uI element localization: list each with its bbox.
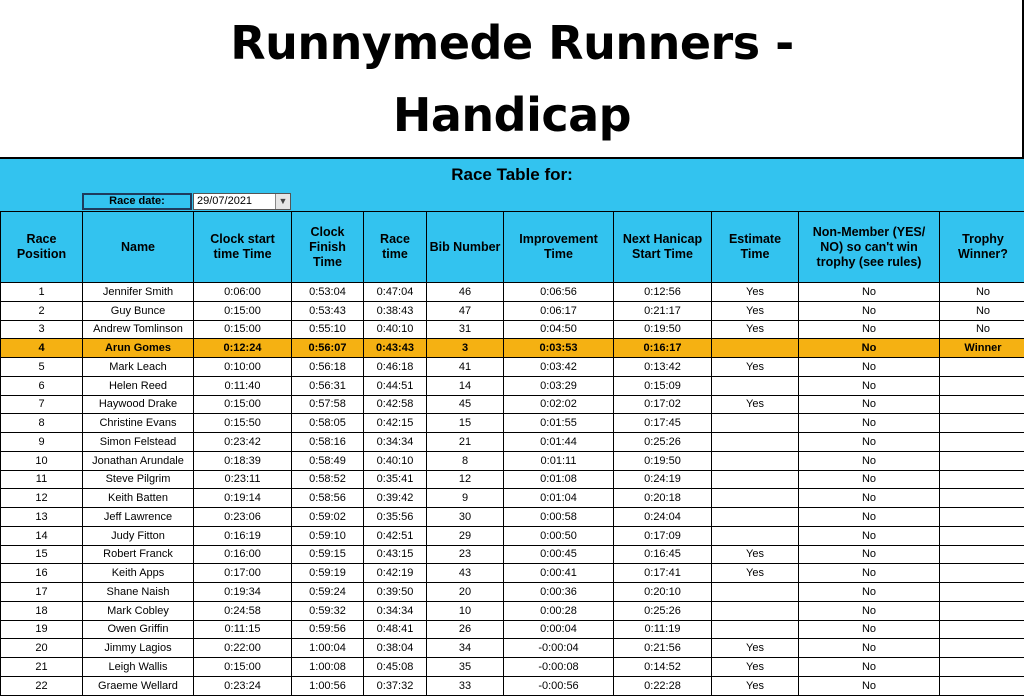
cell-runner-name[interactable]: Shane Naish [83,583,194,602]
cell-bib-number[interactable]: 3 [427,339,504,358]
cell-next-start[interactable]: 0:25:26 [614,433,712,452]
table-row [1,301,1024,320]
title-area [0,0,1024,157]
cell-runner-name[interactable]: Christine Evans [83,414,194,433]
cell-bib-number[interactable]: 47 [427,301,504,320]
cell-race-position[interactable]: 18 [1,601,83,620]
cell-bib-number[interactable]: 46 [427,283,504,302]
cell-race-position[interactable]: 12 [1,489,83,508]
cell-estimate[interactable] [712,489,799,508]
cell-next-start[interactable]: 0:13:42 [614,358,712,377]
cell-race-time[interactable]: 0:40:10 [364,320,427,339]
cell-clock-start[interactable]: 0:23:42 [194,433,292,452]
cell-race-time[interactable]: 0:43:43 [364,339,427,358]
cell-non-member[interactable]: No [799,433,940,452]
cell-bib-number[interactable]: 12 [427,470,504,489]
cell-next-start[interactable]: 0:15:09 [614,376,712,395]
table-row [1,395,1024,414]
cell-clock-finish[interactable]: 0:59:10 [292,526,364,545]
cell-runner-name[interactable]: Mark Leach [83,358,194,377]
cell-clock-finish[interactable]: 0:59:56 [292,620,364,639]
cell-improvement[interactable]: 0:00:28 [504,601,614,620]
col-header-bib-number: Bib Number [427,212,504,283]
cell-race-time[interactable]: 0:42:15 [364,414,427,433]
cell-runner-name[interactable]: Keith Apps [83,564,194,583]
cell-non-member[interactable]: No [799,301,940,320]
cell-improvement[interactable]: 0:03:42 [504,358,614,377]
cell-clock-finish[interactable]: 0:56:31 [292,376,364,395]
cell-race-time[interactable]: 0:38:43 [364,301,427,320]
table-row [1,433,1024,452]
cell-non-member[interactable]: No [799,414,940,433]
cell-clock-finish[interactable]: 1:00:04 [292,639,364,658]
cell-improvement[interactable]: 0:00:58 [504,508,614,527]
cell-bib-number[interactable]: 45 [427,395,504,414]
cell-estimate[interactable]: Yes [712,658,799,677]
cell-next-start[interactable]: 0:14:52 [614,658,712,677]
cell-clock-start[interactable]: 0:15:00 [194,395,292,414]
cell-next-start[interactable]: 0:12:56 [614,283,712,302]
cell-clock-finish[interactable]: 0:53:04 [292,283,364,302]
table-row [1,508,1024,527]
results-body [1,283,1024,696]
cell-race-position[interactable]: 10 [1,451,83,470]
cell-race-time[interactable]: 0:38:04 [364,639,427,658]
page-title-line-2: Handicap [0,88,1024,142]
cell-non-member[interactable]: No [799,489,940,508]
cell-race-time[interactable]: 0:44:51 [364,376,427,395]
cell-clock-start[interactable]: 0:18:39 [194,451,292,470]
cell-race-time[interactable]: 0:34:34 [364,433,427,452]
cell-trophy-winner[interactable] [940,508,1024,527]
cell-trophy-winner[interactable]: No [940,283,1024,302]
cell-runner-name[interactable]: Judy Fitton [83,526,194,545]
cell-next-start[interactable]: 0:17:45 [614,414,712,433]
cell-trophy-winner[interactable] [940,545,1024,564]
cell-race-position[interactable]: 16 [1,564,83,583]
cell-next-start[interactable]: 0:24:19 [614,470,712,489]
table-row [1,545,1024,564]
table-row [1,564,1024,583]
cell-improvement[interactable]: 0:03:53 [504,339,614,358]
cell-race-time[interactable]: 0:42:58 [364,395,427,414]
cell-race-position[interactable]: 3 [1,320,83,339]
cell-bib-number[interactable]: 34 [427,639,504,658]
cell-race-position[interactable]: 13 [1,508,83,527]
race-date-select[interactable] [193,193,291,210]
cell-improvement[interactable]: -0:00:04 [504,639,614,658]
cell-improvement[interactable]: 0:01:08 [504,470,614,489]
cell-estimate[interactable] [712,601,799,620]
col-header-clock-finish: Clock Finish Time [292,212,364,283]
cell-runner-name[interactable]: Andrew Tomlinson [83,320,194,339]
cell-trophy-winner[interactable] [940,451,1024,470]
cell-estimate[interactable]: Yes [712,545,799,564]
cell-clock-finish[interactable]: 0:59:19 [292,564,364,583]
cell-non-member[interactable]: No [799,283,940,302]
cell-race-position[interactable]: 5 [1,358,83,377]
cell-next-start[interactable]: 0:19:50 [614,320,712,339]
cell-improvement[interactable]: 0:03:29 [504,376,614,395]
cell-trophy-winner[interactable] [940,583,1024,602]
cell-race-position[interactable]: 20 [1,639,83,658]
cell-improvement[interactable]: -0:00:08 [504,658,614,677]
cell-trophy-winner[interactable]: No [940,301,1024,320]
cell-improvement[interactable]: 0:00:36 [504,583,614,602]
cell-non-member[interactable]: No [799,601,940,620]
cell-improvement[interactable]: 0:01:11 [504,451,614,470]
cell-race-position[interactable]: 9 [1,433,83,452]
cell-race-time[interactable]: 0:45:08 [364,658,427,677]
cell-clock-start[interactable]: 0:22:00 [194,639,292,658]
cell-runner-name[interactable]: Mark Cobley [83,601,194,620]
cell-trophy-winner[interactable] [940,658,1024,677]
cell-trophy-winner[interactable] [940,639,1024,658]
table-row [1,620,1024,639]
cell-bib-number[interactable]: 23 [427,545,504,564]
cell-race-position[interactable]: 22 [1,676,83,695]
cell-race-position[interactable]: 21 [1,658,83,677]
cell-race-position[interactable]: 7 [1,395,83,414]
cell-trophy-winner[interactable] [940,358,1024,377]
cell-clock-finish[interactable]: 0:58:56 [292,489,364,508]
cell-estimate[interactable] [712,620,799,639]
cell-trophy-winner[interactable] [940,564,1024,583]
cell-estimate[interactable]: Yes [712,676,799,695]
table-row [1,601,1024,620]
cell-bib-number[interactable]: 30 [427,508,504,527]
cell-runner-name[interactable]: Jennifer Smith [83,283,194,302]
cell-bib-number[interactable]: 15 [427,414,504,433]
cell-clock-start[interactable]: 0:12:24 [194,339,292,358]
cell-runner-name[interactable]: Arun Gomes [83,339,194,358]
cell-clock-finish[interactable]: 0:59:32 [292,601,364,620]
cell-estimate[interactable] [712,339,799,358]
col-header-race-position: Race Position [1,212,83,283]
cell-clock-finish[interactable]: 0:58:49 [292,451,364,470]
cell-race-time[interactable]: 0:40:10 [364,451,427,470]
cell-next-start[interactable]: 0:11:19 [614,620,712,639]
results-table [0,211,1024,696]
cell-clock-finish[interactable]: 1:00:08 [292,658,364,677]
cell-clock-finish[interactable]: 0:59:02 [292,508,364,527]
cell-improvement[interactable]: 0:00:45 [504,545,614,564]
cell-estimate[interactable]: Yes [712,358,799,377]
cell-non-member[interactable]: No [799,564,940,583]
cell-estimate[interactable]: Yes [712,283,799,302]
cell-next-start[interactable]: 0:17:02 [614,395,712,414]
cell-clock-start[interactable]: 0:16:19 [194,526,292,545]
cell-runner-name[interactable]: Steve Pilgrim [83,470,194,489]
cell-next-start[interactable]: 0:16:45 [614,545,712,564]
cell-clock-start[interactable]: 0:16:00 [194,545,292,564]
cell-non-member[interactable]: No [799,639,940,658]
cell-runner-name[interactable]: Robert Franck [83,545,194,564]
cell-clock-start[interactable]: 0:15:50 [194,414,292,433]
cell-estimate[interactable] [712,451,799,470]
cell-improvement[interactable]: 0:02:02 [504,395,614,414]
cell-bib-number[interactable]: 14 [427,376,504,395]
cell-estimate[interactable]: Yes [712,639,799,658]
cell-clock-start[interactable]: 0:23:24 [194,676,292,695]
cell-bib-number[interactable]: 33 [427,676,504,695]
cell-improvement[interactable]: 0:04:50 [504,320,614,339]
cell-estimate[interactable] [712,376,799,395]
cell-estimate[interactable] [712,470,799,489]
cell-bib-number[interactable]: 41 [427,358,504,377]
cell-next-start[interactable]: 0:17:09 [614,526,712,545]
cell-non-member[interactable]: No [799,658,940,677]
cell-non-member[interactable]: No [799,470,940,489]
cell-race-position[interactable]: 15 [1,545,83,564]
cell-non-member[interactable]: No [799,451,940,470]
cell-next-start[interactable]: 0:20:18 [614,489,712,508]
cell-bib-number[interactable]: 35 [427,658,504,677]
cell-clock-finish[interactable]: 0:55:10 [292,320,364,339]
cell-non-member[interactable]: No [799,320,940,339]
cell-estimate[interactable] [712,526,799,545]
col-header-trophy-winner: Trophy Winner? [940,212,1024,283]
cell-runner-name[interactable]: Jeff Lawrence [83,508,194,527]
cell-non-member[interactable]: No [799,620,940,639]
cell-bib-number[interactable]: 31 [427,320,504,339]
cell-clock-finish[interactable]: 0:58:52 [292,470,364,489]
cell-race-time[interactable]: 0:42:19 [364,564,427,583]
cell-non-member[interactable]: No [799,358,940,377]
table-row [1,414,1024,433]
cell-non-member[interactable]: No [799,339,940,358]
cell-estimate[interactable] [712,414,799,433]
table-row [1,358,1024,377]
cell-bib-number[interactable]: 8 [427,451,504,470]
cell-bib-number[interactable]: 21 [427,433,504,452]
cell-runner-name[interactable]: Helen Reed [83,376,194,395]
cell-race-time[interactable]: 0:39:42 [364,489,427,508]
cell-next-start[interactable]: 0:22:28 [614,676,712,695]
table-row [1,676,1024,695]
cell-improvement[interactable]: 0:01:44 [504,433,614,452]
race-date-label: Race date: [82,193,192,210]
cell-clock-finish[interactable]: 0:56:07 [292,339,364,358]
table-row [1,320,1024,339]
cell-race-position[interactable]: 6 [1,376,83,395]
cell-runner-name[interactable]: Jimmy Lagios [83,639,194,658]
cell-runner-name[interactable]: Keith Batten [83,489,194,508]
cell-clock-start[interactable]: 0:23:06 [194,508,292,527]
cell-race-time[interactable]: 0:48:41 [364,620,427,639]
cell-runner-name[interactable]: Guy Bunce [83,301,194,320]
cell-runner-name[interactable]: Leigh Wallis [83,658,194,677]
cell-non-member[interactable]: No [799,395,940,414]
cell-clock-finish[interactable]: 1:00:56 [292,676,364,695]
col-header-clock-start: Clock start time Time [194,212,292,283]
cell-clock-start[interactable]: 0:23:11 [194,470,292,489]
cell-clock-start[interactable]: 0:17:00 [194,564,292,583]
cell-race-position[interactable]: 1 [1,283,83,302]
cell-estimate[interactable]: Yes [712,395,799,414]
cell-clock-finish[interactable]: 0:57:58 [292,395,364,414]
cell-trophy-winner[interactable] [940,620,1024,639]
cell-next-start[interactable]: 0:20:10 [614,583,712,602]
col-header-estimate: Estimate Time [712,212,799,283]
cell-race-position[interactable]: 4 [1,339,83,358]
cell-clock-finish[interactable]: 0:58:16 [292,433,364,452]
cell-race-time[interactable]: 0:35:56 [364,508,427,527]
cell-bib-number[interactable]: 43 [427,564,504,583]
cell-trophy-winner[interactable]: No [940,320,1024,339]
cell-runner-name[interactable]: Jonathan Arundale [83,451,194,470]
cell-bib-number[interactable]: 10 [427,601,504,620]
cell-runner-name[interactable]: Haywood Drake [83,395,194,414]
cell-non-member[interactable]: No [799,545,940,564]
cell-clock-start[interactable]: 0:10:00 [194,358,292,377]
table-row [1,583,1024,602]
cell-runner-name[interactable]: Simon Felstead [83,433,194,452]
cell-improvement[interactable]: 0:06:17 [504,301,614,320]
table-row [1,526,1024,545]
cell-trophy-winner[interactable] [940,470,1024,489]
cell-bib-number[interactable]: 9 [427,489,504,508]
cell-runner-name[interactable]: Owen Griffin [83,620,194,639]
cell-clock-start[interactable]: 0:11:15 [194,620,292,639]
cell-estimate[interactable] [712,508,799,527]
cell-non-member[interactable]: No [799,376,940,395]
cell-clock-finish[interactable]: 0:56:18 [292,358,364,377]
cell-clock-finish[interactable]: 0:59:24 [292,583,364,602]
cell-bib-number[interactable]: 29 [427,526,504,545]
cell-trophy-winner[interactable] [940,601,1024,620]
cell-race-position[interactable]: 11 [1,470,83,489]
cell-clock-start[interactable]: 0:19:14 [194,489,292,508]
cell-next-start[interactable]: 0:19:50 [614,451,712,470]
col-header-improvement: Improvement Time [504,212,614,283]
table-row [1,489,1024,508]
cell-next-start[interactable]: 0:16:17 [614,339,712,358]
cell-next-start[interactable]: 0:25:26 [614,601,712,620]
cell-race-position[interactable]: 2 [1,301,83,320]
cell-estimate[interactable]: Yes [712,320,799,339]
race-table-title: Race Table for: [0,165,1024,185]
race-table-banner [0,157,1024,213]
cell-trophy-winner[interactable] [940,414,1024,433]
table-row [1,451,1024,470]
cell-race-time[interactable]: 0:43:15 [364,545,427,564]
cell-race-position[interactable]: 19 [1,620,83,639]
col-header-name: Name [83,212,194,283]
cell-improvement[interactable]: 0:06:56 [504,283,614,302]
cell-runner-name[interactable]: Graeme Wellard [83,676,194,695]
cell-improvement[interactable]: 0:01:04 [504,489,614,508]
cell-estimate[interactable] [712,433,799,452]
cell-clock-start[interactable]: 0:15:00 [194,320,292,339]
cell-trophy-winner[interactable] [940,395,1024,414]
cell-estimate[interactable]: Yes [712,301,799,320]
cell-clock-start[interactable]: 0:15:00 [194,658,292,677]
cell-clock-start[interactable]: 0:15:00 [194,301,292,320]
cell-non-member[interactable]: No [799,526,940,545]
cell-trophy-winner[interactable] [940,489,1024,508]
col-header-non-member: Non-Member (YES/ NO) so can't win trophy (see rules) [799,212,940,283]
cell-estimate[interactable]: Yes [712,564,799,583]
cell-clock-start[interactable]: 0:11:40 [194,376,292,395]
cell-race-position[interactable]: 8 [1,414,83,433]
cell-trophy-winner[interactable] [940,433,1024,452]
table-row [1,339,1024,358]
cell-bib-number[interactable]: 26 [427,620,504,639]
cell-race-time[interactable]: 0:47:04 [364,283,427,302]
cell-clock-start[interactable]: 0:06:00 [194,283,292,302]
cell-next-start[interactable]: 0:21:56 [614,639,712,658]
cell-clock-finish[interactable]: 0:59:15 [292,545,364,564]
cell-race-time[interactable]: 0:35:41 [364,470,427,489]
cell-clock-start[interactable]: 0:24:58 [194,601,292,620]
cell-next-start[interactable]: 0:17:41 [614,564,712,583]
cell-next-start[interactable]: 0:21:17 [614,301,712,320]
cell-race-position[interactable]: 17 [1,583,83,602]
cell-clock-finish[interactable]: 0:58:05 [292,414,364,433]
cell-race-time[interactable]: 0:39:50 [364,583,427,602]
cell-race-time[interactable]: 0:46:18 [364,358,427,377]
cell-race-time[interactable]: 0:37:32 [364,676,427,695]
col-header-race-time: Race time [364,212,427,283]
cell-non-member[interactable]: No [799,508,940,527]
cell-trophy-winner[interactable] [940,376,1024,395]
cell-improvement[interactable]: 0:01:55 [504,414,614,433]
cell-non-member[interactable]: No [799,676,940,695]
cell-race-time[interactable]: 0:42:51 [364,526,427,545]
cell-improvement[interactable]: 0:00:41 [504,564,614,583]
table-row [1,658,1024,677]
cell-clock-finish[interactable]: 0:53:43 [292,301,364,320]
cell-trophy-winner[interactable]: Winner [940,339,1024,358]
cell-non-member[interactable]: No [799,583,940,602]
header-row [1,212,1024,283]
cell-trophy-winner[interactable] [940,676,1024,695]
cell-clock-start[interactable]: 0:19:34 [194,583,292,602]
cell-race-time[interactable]: 0:34:34 [364,601,427,620]
col-header-next-start: Next Hanicap Start Time [614,212,712,283]
page-title-line-1: Runnymede Runners - [0,16,1024,70]
race-date-value: 29/07/2021 [197,195,252,207]
dropdown-arrow-icon[interactable]: ▼ [275,194,290,209]
cell-race-position[interactable]: 14 [1,526,83,545]
table-row [1,376,1024,395]
cell-estimate[interactable] [712,583,799,602]
cell-improvement[interactable]: 0:00:04 [504,620,614,639]
table-row [1,470,1024,489]
table-row [1,283,1024,302]
cell-improvement[interactable]: -0:00:56 [504,676,614,695]
cell-improvement[interactable]: 0:00:50 [504,526,614,545]
table-row [1,639,1024,658]
cell-bib-number[interactable]: 20 [427,583,504,602]
cell-next-start[interactable]: 0:24:04 [614,508,712,527]
cell-trophy-winner[interactable] [940,526,1024,545]
